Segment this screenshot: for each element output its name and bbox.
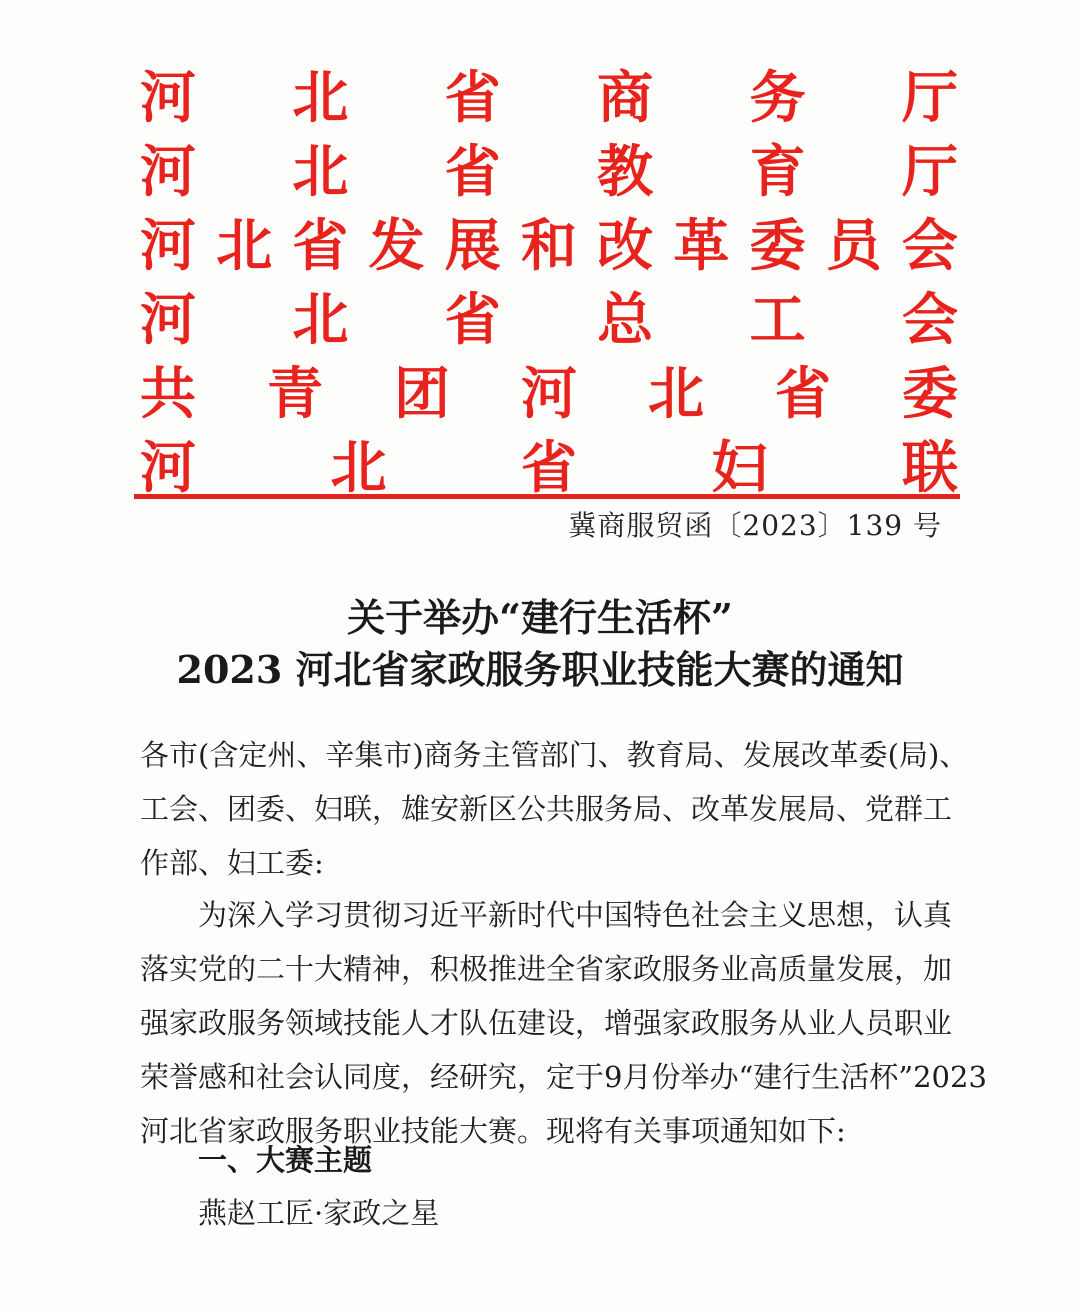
org-row-development-reform (140, 210, 958, 284)
org-char: 总 (597, 288, 654, 353)
org-char: 展 (444, 214, 501, 279)
org-char: 教 (597, 140, 654, 205)
paragraph-line: 为深入学习贯彻习近平新时代中国特色社会主义思想，认真 (198, 898, 953, 932)
org-char: 改 (597, 214, 654, 279)
org-char: 北 (292, 288, 349, 353)
paragraph-line: 荣誉感和社会认同度，经研究，定于9月份举办“建行生活杯”2023 (140, 1060, 987, 1094)
org-char: 务 (749, 66, 806, 131)
org-char: 员 (825, 214, 882, 279)
org-char: 委 (902, 362, 958, 427)
document-title-line-2: 2023 河北省家政服务职业技能大赛的通知 (176, 647, 904, 692)
org-char: 北 (292, 66, 349, 131)
org-char: 河 (521, 362, 577, 427)
org-char: 会 (901, 214, 958, 279)
org-row-commerce (140, 62, 958, 136)
org-char: 河 (140, 214, 196, 279)
org-char: 会 (901, 288, 958, 353)
document-title-line-1: 关于举办“建行生活杯” (347, 595, 733, 640)
org-char: 省 (444, 66, 501, 131)
org-char: 商 (597, 66, 654, 131)
addressee-line: 各市(含定州、辛集市)商务主管部门、教育局、发展改革委(局)、 (140, 738, 969, 772)
org-char: 省 (292, 214, 349, 279)
paragraph-line: 落实党的二十大精神，积极推进全省家政服务业高质量发展，加 (140, 952, 953, 986)
red-divider-line (134, 494, 960, 499)
paragraph-line: 强家政服务领域技能人才队伍建设，增强家政服务从业人员职业 (140, 1006, 953, 1040)
org-char: 省 (521, 436, 577, 501)
org-char: 河 (140, 436, 196, 501)
addressee-block (140, 728, 969, 890)
org-char: 北 (292, 140, 349, 205)
org-char: 团 (394, 362, 450, 427)
org-char: 河 (140, 140, 196, 205)
org-char: 发 (368, 214, 425, 279)
addressee-line: 工会、团委、妇联，雄安新区公共服务局、改革发展局、党群工 (140, 792, 953, 826)
org-char: 省 (444, 288, 501, 353)
org-char: 育 (749, 140, 806, 205)
intro-paragraph (140, 888, 987, 1158)
org-char: 革 (673, 214, 730, 279)
org-char: 北 (330, 436, 387, 501)
org-row-education (140, 136, 958, 210)
org-char: 省 (444, 140, 501, 205)
section-body-theme: 燕赵工匠·家政之星 (198, 1196, 440, 1230)
org-char: 河 (140, 288, 196, 353)
org-char: 和 (520, 214, 577, 279)
org-char: 厅 (901, 66, 958, 131)
org-char: 北 (648, 362, 704, 427)
issuing-organizations-masthead (140, 62, 958, 506)
addressee-line: 作部、妇工委: (140, 846, 324, 880)
org-char: 妇 (711, 436, 768, 501)
org-char: 青 (267, 362, 323, 427)
org-row-youth-league (140, 358, 958, 432)
org-char: 省 (775, 362, 831, 427)
org-char: 河 (140, 66, 196, 131)
paragraph-line: 河北省家政服务职业技能大赛。现将有关事项通知如下: (140, 1114, 846, 1148)
org-char: 工 (749, 288, 806, 353)
document-number: 冀商服贸函〔2023〕139 号 (568, 509, 942, 542)
org-char: 共 (140, 362, 196, 427)
org-char: 联 (902, 436, 958, 501)
org-char: 北 (216, 214, 273, 279)
org-row-trade-union (140, 284, 958, 358)
section-heading-theme: 一、大赛主题 (198, 1143, 373, 1177)
org-char: 厅 (901, 140, 958, 205)
org-char: 委 (749, 214, 806, 279)
